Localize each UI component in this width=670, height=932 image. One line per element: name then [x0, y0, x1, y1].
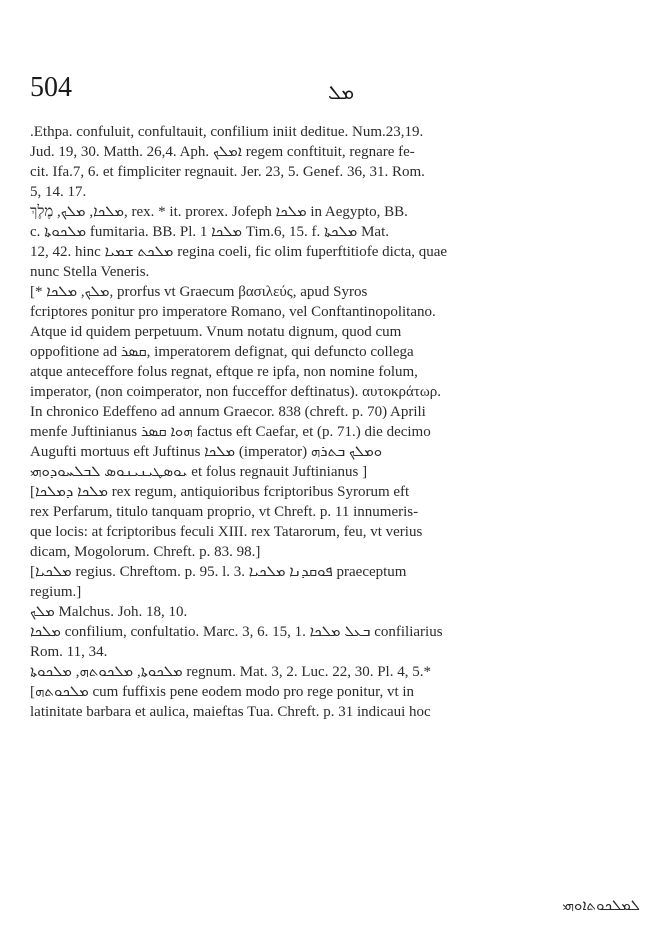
text-line: rex Perfarum, titulo tanquam proprio, vt Chreft. p. 11 innumeris-	[30, 504, 419, 520]
text-line: fcriptores ponitur pro imperatore Romano, vel Conftantinopolitano.	[30, 304, 436, 320]
text-line: nunc Stella Veneris.	[30, 264, 150, 280]
text-line: ܡܠܟ Malchus. Joh. 18, 10.	[30, 604, 188, 620]
text-line: oppofitione ad ܩܣܪ, imperatorem defignat, qui defuncto collega	[30, 344, 414, 360]
text-line: 12, 42. hinc ܡܠܟܬ ܫܡܝܐ regina coeli, fic olim fuperftitiofe dicta, quae	[30, 244, 448, 260]
text-line: 5, 14. 17.	[30, 184, 87, 200]
text-line: [ܡܠܟܘܬܗ cum fuffixis pene eodem modo pro rege ponitur, vt in	[30, 684, 415, 700]
dictionary-body	[30, 122, 642, 722]
text-line: Rom. 11, 34.	[30, 644, 108, 660]
catchword: ܠܡܠܟܘܬܐܘܗܝ	[562, 896, 640, 914]
text-line: .Ethpa. confuluit, confultauit, confilium iniit deditue. Num.23,19.	[30, 124, 424, 140]
text-line: atque anteceffore folus regnat, eftque re ipfa, non nomine folum,	[30, 364, 418, 380]
running-head: ܡܠ	[328, 80, 355, 104]
text-line: dicam, Mogolorum. Chreft. p. 83. 98.]	[30, 544, 261, 560]
text-line: Atque id quidem perpetuum. Vnum notatu dignum, quod cum	[30, 324, 402, 340]
text-line: Augufti mortuus eft Juftinus ܡܠܟܐ (imperator) ܘܡܠܟ ܒܬܪܗ	[30, 444, 383, 460]
text-line: latinitate barbara et aulica, maieftas Tua. Chreft. p. 31 indicaui hoc	[30, 704, 431, 720]
text-line: menfe Juftinianus ܗܘܐ ܩܣܪ factus eft Caefar, et (p. 71.) die decimo	[30, 424, 431, 440]
text-line: [ܡܠܟܝܐ regius. Chreftom. p. 95. l. 3. ܦܘܩܕܢܐ ܡܠܟܝܐ praeceptum	[30, 564, 407, 580]
text-line: [ܡܠܟܐ ܕܡܠܟܐ rex regum, antiquioribus fcriptoribus Syrorum eft	[30, 484, 410, 500]
text-line: In chronico Edeffeno ad annum Graecor. 838 (chreft. p. 70) Aprili	[30, 404, 426, 420]
text-line: ܡܠܟܐ confilium, confultatio. Marc. 3, 6. 15, 1. ܒܥܠ ܡܠܟܐ confiliarius	[30, 624, 443, 640]
text-line: regium.]	[30, 584, 82, 600]
text-line: ܝܘܣܛܝܢܝܢܘܣ ܠܒܠܚܘܕܘܗܝ et folus regnauit Juftinianus ]	[30, 464, 368, 480]
page-number: 504	[30, 72, 72, 103]
text-line: Jud. 19, 30. Matth. 26,4. Aph. ܐܡܠܟ regem conftituit, regnare fe-	[30, 144, 415, 160]
text-line: imperator, (non coimperator, non fucceffor deftinatus). αυτοκράτωρ.	[30, 384, 441, 400]
text-line: que locis: at fcriptoribus feculi XIII. rex Tatarorum, feu, vt verius	[30, 524, 423, 540]
text-line: ܡܠܟܘܬܐ, ܡܠܟܘܬܗ, ܡܠܟܘܬܐ regnum. Mat. 3, 2. Luc. 22, 30. Pl. 4, 5.*	[30, 664, 431, 680]
text-line: [* ܡܠܟ, ܡܠܟܐ, prorfus vt Graecum βασιλεύς, apud Syros	[30, 284, 368, 300]
text-line: ܡܠܟܐ, ܡܠܟ, מֶלֶךְ, rex. * it. prorex. Jofeph ܡܠܟܐ in Aegypto, BB.	[30, 204, 408, 220]
text-line: c. ܡܠܟܘܬܐ fumitaria. BB. Pl. ܡܠܟܐ 1 Tim.6, 15. f. ܡܠܟܬܐ Mat.	[30, 224, 390, 240]
page-header	[0, 0, 670, 120]
text-line: cit. Ifa.7, 6. et fimpliciter regnauit. Jer. 23, 5. Genef. 36, 31. Rom.	[30, 164, 425, 180]
